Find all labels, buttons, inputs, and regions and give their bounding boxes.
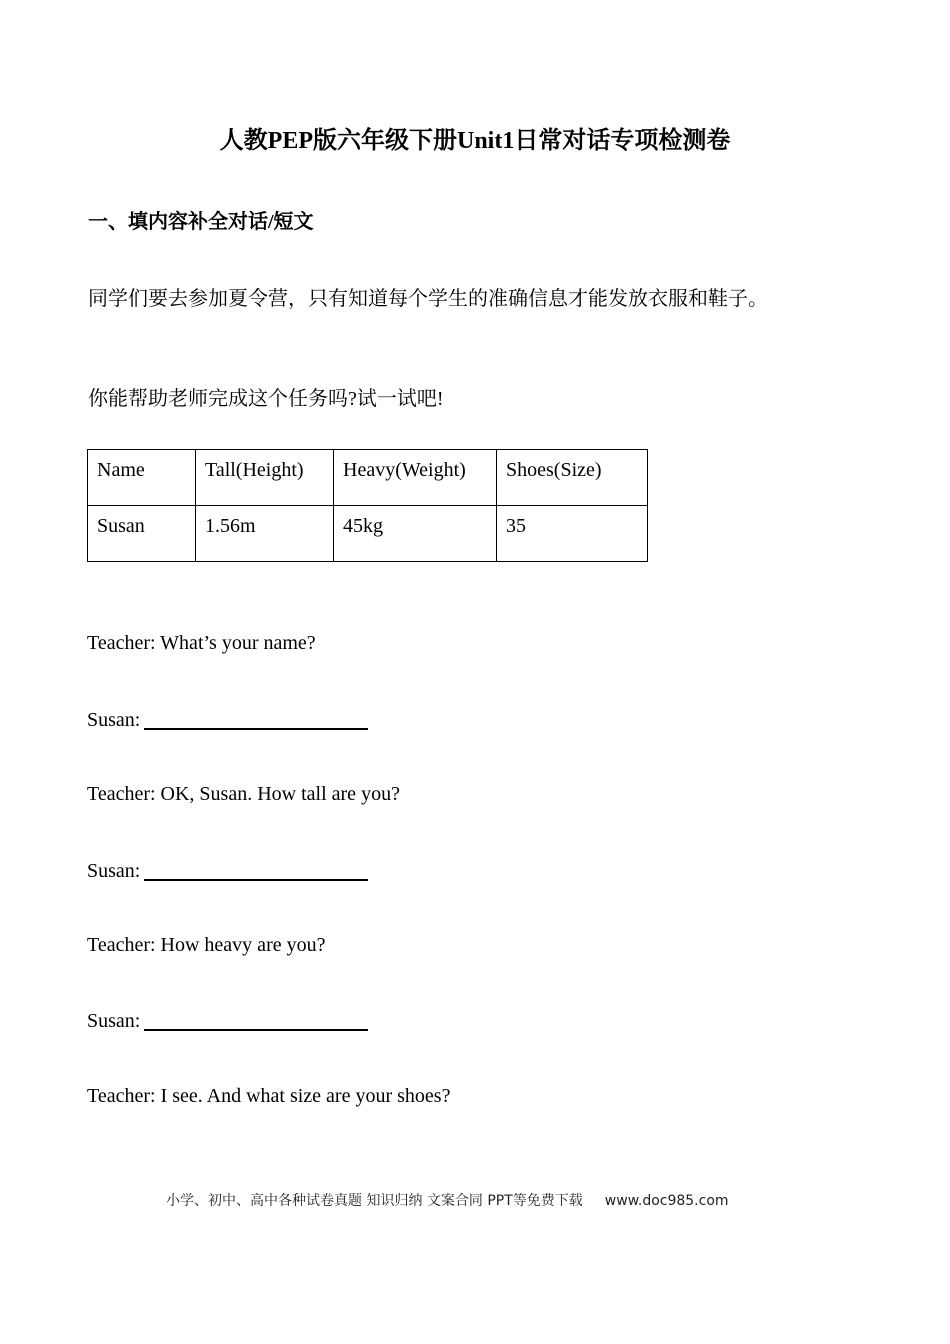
table-cell: 1.56m — [196, 506, 334, 562]
dialogue-line-teacher — [87, 779, 400, 809]
page-title: 人教PEP版六年级下册Unit1日常对话专项检测卷 — [219, 128, 731, 154]
student-info-table — [87, 449, 648, 562]
answer-blank[interactable] — [144, 1009, 368, 1031]
intro-paragraph-1: 同学们要去参加夏令营，只有知道每个学生的准确信息才能发放衣服和鞋子。 — [88, 288, 768, 310]
dialogue-line-susan — [87, 855, 368, 886]
page-footer — [166, 1190, 729, 1212]
table-cell: 35 — [497, 506, 648, 562]
table-header-cell: Name — [88, 450, 196, 506]
dialogue-line-susan — [87, 704, 368, 735]
answer-blank[interactable] — [144, 708, 368, 730]
dialogue-text: Susan: — [87, 1010, 141, 1032]
table-header-cell: Shoes(Size) — [497, 450, 648, 506]
dialogue-line-teacher — [87, 1081, 450, 1111]
table-header-row — [88, 450, 648, 506]
table-header-cell: Tall(Height) — [196, 450, 334, 506]
section-heading: 一、填内容补全对话/短文 — [88, 211, 314, 233]
dialogue-text: Susan: — [87, 709, 141, 731]
dialogue-text: Teacher: I see. And what size are your shoes? — [87, 1085, 451, 1107]
answer-blank[interactable] — [144, 859, 368, 881]
dialogue-text: Teacher: What’s your name? — [87, 632, 316, 654]
dialogue-text: Teacher: OK, Susan. How tall are you? — [87, 783, 400, 805]
footer-text: 小学、初中、高中各种试卷真题 知识归纳 文案合同 PPT等免费下载 — [166, 1193, 583, 1209]
dialogue-line-susan — [87, 1005, 368, 1036]
dialogue-text: Susan: — [87, 860, 141, 882]
table-header-cell: Heavy(Weight) — [334, 450, 497, 506]
intro-paragraph-2: 你能帮助老师完成这个任务吗?试一试吧! — [88, 388, 444, 410]
dialogue-line-teacher — [87, 628, 316, 658]
dialogue-line-teacher — [87, 930, 325, 960]
table-row — [88, 506, 648, 562]
footer-url-link[interactable]: www.doc985.com — [604, 1193, 729, 1209]
table-cell: Susan — [88, 506, 196, 562]
dialogue-text: Teacher: How heavy are you? — [87, 934, 326, 956]
table-cell: 45kg — [334, 506, 497, 562]
